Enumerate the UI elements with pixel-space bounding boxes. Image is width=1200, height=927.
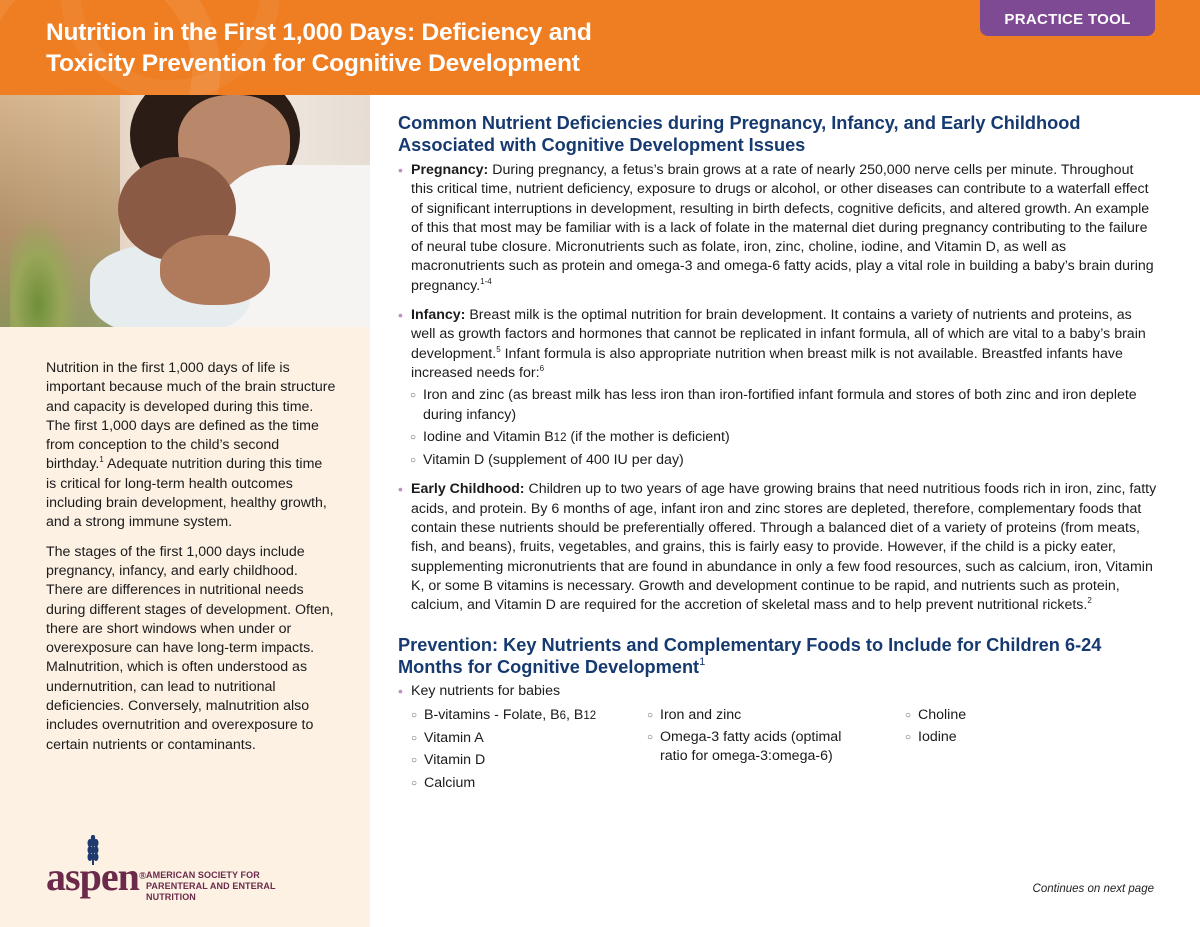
nutrient-item: ○ Choline: [905, 706, 967, 723]
document-title: Nutrition in the First 1,000 Days: Deficiency and Toxicity Prevention for Cognitive Development: [46, 19, 592, 77]
nutrient-item: ○ B-vitamins - Folate, B6, B12: [411, 706, 597, 723]
intro-paragraph-1: Nutrition in the first 1,000 days of life is important because much of the brain structure and capacity is developed during this time. The first 1,000 days are defined as the time from conception to the child’s second birthday.$^1$ Adequate nutrition during this time is critical for long-term health outcomes including brain development, healthy growth, and a strong immune system.: [46, 360, 336, 531]
continues-note: Continues on next page: [1032, 883, 1154, 895]
aspen-wordmark: aspen®: [46, 854, 146, 899]
infancy-subitem: ○ Iron and zinc (as breast milk has less iron than iron-fortified infant formula and stores of both zinc and iron deplete during infancy): [410, 387, 1137, 423]
nutrient-item: ○ Calcium: [411, 774, 476, 791]
aspen-logo: [46, 835, 306, 905]
practice-tool-tag: PRACTICE TOOL: [980, 0, 1155, 36]
key-nutrients-bullet: • Key nutrients for babies: [398, 682, 561, 699]
intro-text: [46, 359, 336, 765]
prevention-heading: Prevention: Key Nutrients and Complementary Foods to Include for Children 6-24 Months for Cognitive Development$^1$: [398, 634, 1102, 677]
nutrient-item: ○ Omega-3 fatty acids (optimal ratio for omega-3:omega-6): [647, 729, 842, 765]
main-content: [398, 112, 1158, 793]
intro-paragraph-2: The stages of the first 1,000 days include pregnancy, infancy, and early childhood. There are differences in nutritional needs during different stages of development. Often, there are short windows when under or overexposure can have long-term impacts. Malnutrition, which is often understood as undernutrition, can lead to nutritional deficiencies. Conversely, malnutrition also includes overnutrition and overexposure to certain nutrients or contaminants.: [46, 543, 334, 753]
key-nutrients-list: [398, 703, 1158, 793]
pregnancy-bullet: • Pregnancy: During pregnancy, a fetus’s brain grows at a rate of nearly 250,000 nerve cells per minute. Throughout this critical time, nutrient deficiency, exposure to drugs or alcohol, or other diseases can contribute to a waterfall effect of significant interruptions in development, resulting in birth defects, cognitive deficits, and altered growth. An example of this that most may be familiar with is a lack of folate in the maternal diet during pregnancy contributing to the failure of neural tube closure. Micronutrients such as folate, iron, zinc, choline, iodine, and Vitamin D, as well as macronutrients such as protein and omega-3 and omega-6 fatty acids, play a vital role in building a baby’s brain during pregnancy.$^{1-4}$: [398, 162, 1154, 294]
infancy-subitem: ○ Vitamin D (supplement of 400 IU per day): [410, 452, 684, 469]
deficiencies-heading: Common Nutrient Deficiencies during Pregnancy, Infancy, and Early Childhood Associated with Cognitive Development Issues: [398, 113, 1081, 155]
aspen-org-name: AMERICAN SOCIETY FOR PARENTERAL AND ENTERAL NUTRITION: [146, 870, 276, 902]
left-sidebar: [0, 95, 370, 927]
nutrient-item: ○ Iron and zinc: [647, 706, 742, 723]
infancy-bullet: • Infancy: Breast milk is the optimal nutrition for brain development. It contains a variety of nutrients and proteins, as well as growth factors and hormones that cannot be replicated in infant formula, all of which are vital to a baby’s brain development.$^5$ Infant formula is also appropriate nutrition when breast milk is not available. Breastfed infants have increased needs for:$^6$: [398, 307, 1146, 381]
mother-baby-photo: [0, 95, 370, 327]
nutrient-item: ○ Iodine: [905, 729, 957, 746]
early-childhood-bullet: • Early Childhood: Children up to two years of age have growing brains that need nutritious foods rich in iron, zinc, fatty acids, and protein. By 6 months of age, infant iron and zinc stores are depleted, therefore, complementary foods that contain these nutrients should be preferentially offered. Through a balanced diet of a variety of proteins (from meats, fish, and beans), fruits, vegetables, and grains, this is fairly easy to provide. However, if the child is a picky eater, supplementing micronutrients that are found in abundance in only a few food resources, such as calcium, iron, Vitamin K, or some B vitamins is necessary. Growth and development continue to be rapid, and nutrients such as protein, calcium, and Vitamin D are required for the accretion of skeletal mass and to help prevent nutritional rickets.$^2$: [398, 481, 1157, 614]
nutrient-item: ○ Vitamin D: [411, 752, 486, 769]
infancy-subitem: ○ Iodine and Vitamin B12 (if the mother is deficient): [410, 428, 730, 445]
header-banner: [0, 0, 1200, 95]
nutrient-item: ○ Vitamin A: [411, 730, 484, 747]
